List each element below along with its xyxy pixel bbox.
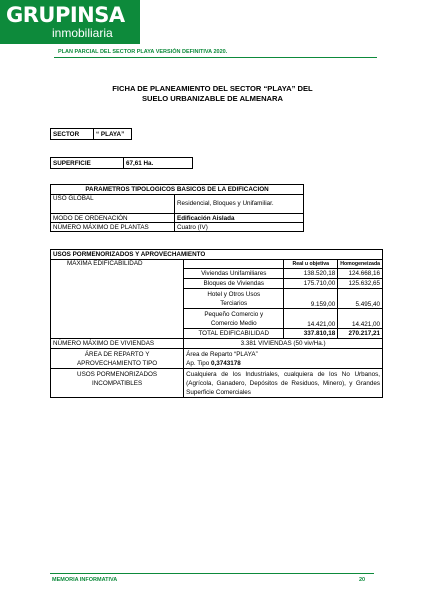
use-real: 138.520,18 bbox=[284, 269, 338, 279]
document-title bbox=[100, 84, 325, 104]
use-homog: 125.632,65 bbox=[338, 279, 383, 289]
usos-table bbox=[50, 249, 383, 398]
header-divider bbox=[54, 57, 377, 58]
title-line-1: FICHA DE PLANEAMIENTO DEL SECTOR “PLAYA” DEL bbox=[112, 84, 313, 93]
param-value-modo: Edificación Aislada bbox=[175, 214, 304, 223]
brand-subtitle: inmobiliaria bbox=[52, 26, 113, 40]
use-homog: 124.668,16 bbox=[338, 269, 383, 279]
brand-logo bbox=[0, 0, 140, 44]
total-homog: 270.217,21 bbox=[338, 329, 383, 339]
footer-section: MEMORIA INFORMATIVA bbox=[52, 577, 118, 583]
reparto-value bbox=[184, 349, 383, 369]
page-number: 20 bbox=[359, 577, 366, 583]
col-real-header: Real u objetiva bbox=[284, 260, 338, 269]
superficie-table bbox=[50, 157, 193, 169]
use-real: 14.421,00 bbox=[284, 309, 338, 329]
title-line-2: SUELO URBANIZABLE DE ALMENARA bbox=[141, 94, 284, 103]
aprovechamiento-tipo bbox=[186, 359, 380, 368]
usos-title: USOS PORMENORIZADOS Y APROVECHAMIENTO bbox=[51, 250, 383, 260]
sector-label: SECTOR bbox=[51, 129, 94, 140]
use-name: Hotel y Otros Usos Terciarios bbox=[184, 289, 284, 309]
parametros-title: PARAMETROS TIPOLOGICOS BASICOS DE LA EDIFICACION bbox=[51, 185, 304, 195]
use-name: Viviendas Unifamiliares bbox=[184, 269, 284, 279]
col-homog-header: Homogeneizada bbox=[338, 260, 383, 269]
param-label-modo: MODO DE ORDENACIÓN bbox=[51, 214, 175, 223]
brand-name: GRUPINSA bbox=[6, 3, 125, 27]
max-edificabilidad-label: MÁXIMA EDIFICABILIDAD bbox=[51, 260, 184, 339]
param-value-uso: Residencial, Bloques y Unifamiliar. bbox=[175, 195, 304, 214]
use-real: 175.710,00 bbox=[284, 279, 338, 289]
param-label-plantas: NÚMERO MÁXIMO DE PLANTAS bbox=[51, 223, 175, 232]
reparto-area: Área de Reparto “PLAYA” bbox=[186, 350, 258, 358]
viviendas-label: NÚMERO MÁXIMO DE VIVIENDAS bbox=[51, 339, 184, 349]
use-homog: 14.421,00 bbox=[338, 309, 383, 329]
incompatibles-value: Cualquiera de los Industriales, cualquiera de los No Urbanos, (Agrícola, Ganadero, Depósitos de Residuos, Minero), y Grandes Superficie Comerciales bbox=[184, 369, 383, 398]
use-homog: 5.495,40 bbox=[338, 289, 383, 309]
use-name: Pequeño Comercio y Comercio Medio bbox=[184, 309, 284, 329]
sector-table bbox=[50, 128, 132, 140]
aprovechamiento-tipo-value: 0,3743178 bbox=[211, 359, 241, 367]
reparto-label: ÁREA DE REPARTO Y APROVECHAMIENTO TIPO bbox=[51, 349, 184, 369]
parametros-table bbox=[50, 184, 304, 232]
document-header: PLAN PARCIAL DEL SECTOR PLAYA VERSIÓN DEFINITIVA 2020. bbox=[58, 49, 228, 55]
superficie-value: 67,61 Ha. bbox=[124, 158, 193, 169]
incompatibles-label: USOS PORMENORIZADOS INCOMPATIBLES bbox=[51, 369, 184, 398]
total-label: TOTAL EDIFICABILIDAD bbox=[184, 329, 284, 339]
superficie-label: SUPERFICIE bbox=[51, 158, 124, 169]
total-real: 337.810,18 bbox=[284, 329, 338, 339]
use-real: 9.159,00 bbox=[284, 289, 338, 309]
sector-value: “ PLAYA” bbox=[94, 129, 132, 140]
viviendas-value: 3.381 VIVIENDAS (50 viv/Ha.) bbox=[184, 339, 383, 349]
param-value-plantas: Cuatro (IV) bbox=[175, 223, 304, 232]
param-label-uso: USO GLOBAL bbox=[51, 195, 175, 214]
aprovechamiento-tipo-label: Ap. Tipo bbox=[186, 359, 210, 367]
use-name: Bloques de Viviendas bbox=[184, 279, 284, 289]
footer-divider bbox=[50, 573, 374, 574]
